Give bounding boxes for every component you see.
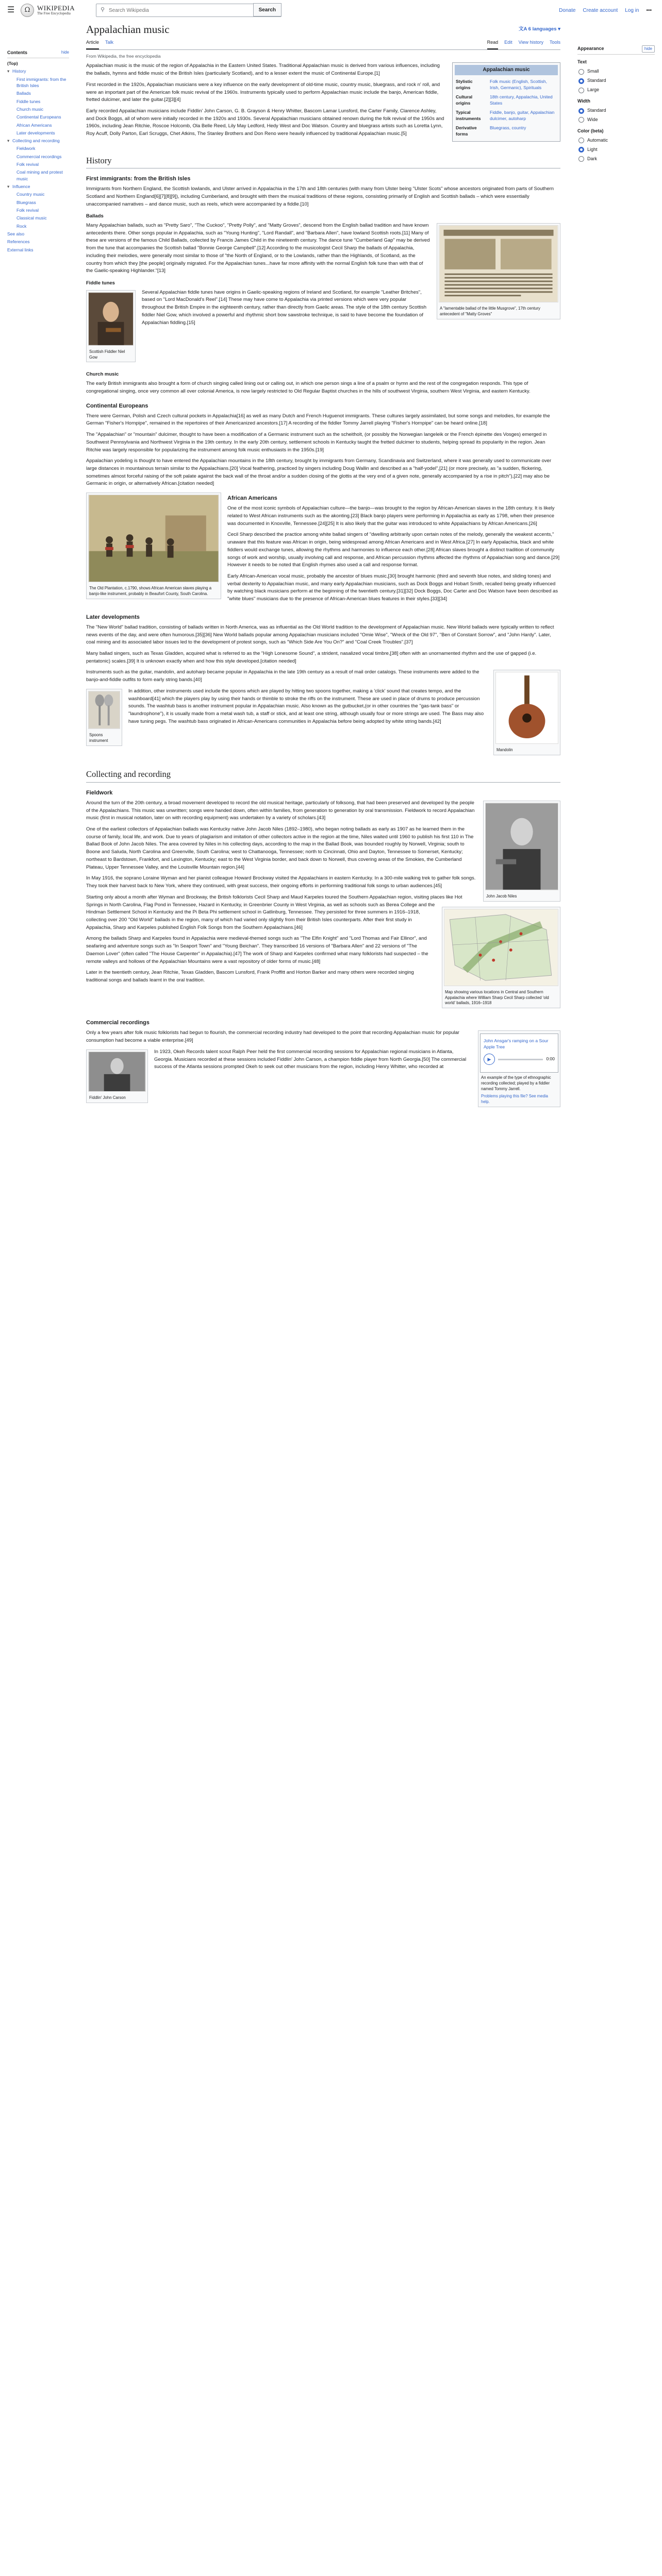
toc-item[interactable]: [7, 138, 69, 144]
more-options-icon[interactable]: •••: [646, 8, 652, 13]
tab-view-history[interactable]: View history: [518, 40, 543, 45]
audio-player: [480, 1033, 558, 1073]
spoons-figure[interactable]: [86, 689, 122, 746]
heading-later-developments: Later developments: [86, 614, 140, 620]
tab-edit[interactable]: Edit: [504, 40, 512, 45]
toc-item[interactable]: [16, 145, 69, 151]
search-input[interactable]: [109, 8, 253, 13]
toc-item[interactable]: [16, 76, 69, 89]
toc-item-label: History: [12, 69, 26, 74]
toc-item[interactable]: [16, 98, 69, 105]
heading-commercial-recordings: Commercial recordings: [86, 1020, 150, 1026]
radio-option[interactable]: [578, 156, 655, 163]
intro-paragraph: Early recorded Appalachian musicians include Fiddlin' John Carson, G. B. Grayson & Henry Whitter, Bascom Lamar Lunsford, the Carter Family, Clarence Ashley, and Dock Boggs, all of whom were initially recorded in the 1920s and 1930s. Several Appalachian musicians obtained renown during the folk revival of the 1950s and 1960s, including Jean Ritchie, Roscoe Holcomb, Ola Belle Reed, Lily May Ledford, Hedy West and Doc Watson. Country and bluegrass artists such as Loretta Lynn, Roy Acuff, Dolly Parton, Earl Scruggs, Chet Atkins, The Stanley Brothers and Don Reno were heavily influenced by traditional Appalachian music.[5]: [86, 108, 444, 137]
toc-item[interactable]: [7, 247, 69, 253]
appearance-panel: [577, 45, 655, 165]
from-wikipedia: From Wikipedia, the free encyclopedia: [86, 54, 161, 59]
toc-item[interactable]: [7, 183, 69, 190]
search-button[interactable]: Search: [253, 3, 282, 16]
infobox-row: Stylistic origins Folk music (English, Scottish, Irish, Germanic), Spirituals: [456, 79, 548, 91]
tab-read[interactable]: Read: [487, 38, 499, 49]
paragraph: Starting only about a month after Wyman and Brockway, the British folklorists Cecil Sharp and Maud Karpeles toured the Southern Appalachian region, visiting places like Hot Springs in North Carolina, Flag Pond in Tennessee, Hazard in Kentucky, in Greenbrier County in West Virginia, as well as schools such as Berea College and the Hindman Settlement School in Kentucky and the Pi Beta Phi settlement school in Gatlinburg, Tennessee. They persisted for three summers in 1916–1918, collecting over 200 "Old World" ballads in the region, many of which had varied only slightly from their British Isles counterparts. After their first study in Appalachia, Sharp and Karpeles published English Folk Songs from the Southern Appalachians.[46]: [86, 894, 462, 930]
niles-photo: [485, 803, 558, 890]
user-links: [559, 7, 652, 15]
tab-talk[interactable]: Talk: [105, 40, 114, 45]
toc-item[interactable]: [16, 114, 69, 120]
toc-list: [7, 60, 69, 253]
paragraph: One of the earliest collectors of Appalachian ballads was Kentucky native John Jacob Niles (1892–1980), who began noting ballads as early as 1907 as he learned them in the course of family, local life, and work. Due to years of plagiarism and imitation of other collectors active in the region at the time, Niles waited until 1960 to publish his first 110 in The Ballad Book of John Jacob Niles. The area covered by Niles in his collecting days, according to the map in the Ballad Book, was bounded roughly by Norwell, Virginia; south to Boone and Saluda, North Carolina and Greenville, South Carolina; west to Chattanooga, Tennessee; north to Cincinnati, Ohio and Dayton, Tennessee to Somerset, Kentucky; northeast to Bardstown, Frankfort, and Lexington, Kentucky; east to the West Virginia border, and back down to Norwell, thus covering areas of the Smokies, the Cumberland Plateau, Upper Tennessee Valley, and the Louisville Mountain region.[44]: [86, 826, 474, 870]
language-button[interactable]: 文A 6 languages ▾: [519, 26, 560, 32]
infobox-row: Derivative forms Bluegrass, country: [456, 125, 526, 137]
play-icon[interactable]: ▶: [484, 1054, 495, 1065]
toc-item-label: Folk revival: [16, 207, 39, 213]
toc-item[interactable]: [7, 68, 69, 74]
toc-item[interactable]: [7, 231, 69, 237]
main-content: [86, 23, 560, 1111]
heading-african-americans: African Americans: [227, 495, 277, 502]
table-of-contents: [7, 49, 69, 255]
heading-continental-europeans: Continental Europeans: [86, 402, 148, 409]
page-tabs: [86, 38, 560, 50]
toc-item[interactable]: [16, 90, 69, 96]
toc-item[interactable]: [16, 199, 69, 206]
radio-label: Standard: [587, 108, 606, 113]
tab-tools[interactable]: Tools: [549, 40, 560, 45]
chevron-down-icon[interactable]: ▾: [7, 138, 10, 144]
paragraph: Immigrants from Northern England, the Scottish lowlands, and Ulster arrived in Appalachia in the 17th and 18th centuries (with many from Ulster being "Ulster Scots" whose ancestors originated from parts of Southern Scotland and Northern England[6][7][8][9]), including Cumberland, and brought with them the musical traditions of these regions, consisting primarily of English and Scottish ballads – which were essentially unaccompanied narratives – and dance music, such as reels, which were accompanied by a fiddle.[10]: [86, 186, 554, 207]
toc-item[interactable]: [16, 106, 69, 112]
radio-option[interactable]: [578, 116, 655, 124]
radio-label: Automatic: [587, 137, 608, 143]
menu-icon[interactable]: ☰: [7, 5, 15, 14]
toc-hide-button[interactable]: hide: [61, 50, 69, 55]
toc-item[interactable]: [16, 154, 69, 160]
toc-item[interactable]: [16, 161, 69, 167]
toc-item[interactable]: [16, 130, 69, 136]
radio-button[interactable]: [578, 117, 584, 123]
toc-item[interactable]: [16, 122, 69, 128]
color-options: [577, 137, 655, 163]
appearance-title: Appearance: [577, 46, 604, 51]
paragraph: Early African-American vocal music, probably the ancestor of blues music,[30] brought harmonic (third and seventh blue notes, and sliding tones) and verbal dexterity to Appalachian music, and many early Appalachian musicians, such as Dock Boggs and Hobart Smith, recalled being greatly influenced by watching black musicians perform at the beginning of the twentieth century.[31][32] Dock Boggs, Doc Carter and Doc Watson have been described as "white blues" musicians due to the presence of African-American blues features in their styles.[33][34]: [227, 573, 558, 602]
infobox-row: Cultural origins 18th century, Appalachia, United States: [456, 94, 553, 106]
infobox-title: Appalachian music: [455, 65, 558, 75]
wordmark: WIKIPEDIA: [37, 4, 75, 12]
toc-item[interactable]: [7, 239, 69, 245]
text-size-label: Text: [577, 59, 587, 65]
paragraph: Only a few years after folk music folklorists had begun to flourish, the commercial recording industry had developed to the point that recording Appalachian music for popular consumption had become a viable enterprise.[49]: [86, 1030, 459, 1044]
media-time: 0:00: [546, 1056, 555, 1062]
radio-button[interactable]: [578, 88, 584, 93]
paragraph: The early British immigrants also brought a form of church singing called lining out or calling out, in which one person sings a line of a psalm or hymn and the rest of the congregation responds. This type of congregational singing, once very common all over colonial America, is now largely restricted to Old Regular Baptist churches in the hills of southwest Virginia, southern West Virginia, and eastern Kentucky.: [86, 381, 531, 394]
toc-item-label: References: [7, 239, 30, 245]
appearance-hide-button[interactable]: hide: [642, 45, 655, 53]
donate-link[interactable]: Donate: [559, 8, 576, 13]
paragraph: Many Appalachian ballads, such as "Pretty Saro", "The Cuckoo", "Pretty Polly", and "Matty Groves", descend from the English ballad tradition and have known antecedents there. Other songs popular in Appalachia, such as "Young Hunting", "Lord Randall", and "Barbara Allen", have lowland Scottish roots.[11] Many of these are versions of the famous Child Ballads, collected by Francis James Child in the nineteenth century. The dance tune "Cumberland Gap" may be derived from the tune that accompanies the Scottish ballad "Bonnie George Campbell".[12] According to the musicologist Cecil Sharp the ballads of Appalachia, including their melodies, were generally most similar to those of "the North of England, or to the Lowlands, rather than the Highlands, of Scotland, as the country from which they [the people] originally migrated. For the Appalachian tunes...have far more affinity with the normal English folk tune than with that of the Gaelic-speaking Highlander."[13]: [86, 223, 430, 274]
toc-item-label: First immigrants: from the British Isles: [16, 76, 67, 88]
page-title: Appalachian music: [86, 23, 170, 36]
radio-label: Small: [587, 69, 599, 74]
media-title[interactable]: John Ansgar's ramping on a Sour Apple Tree: [484, 1038, 549, 1050]
toc-item-label: External links: [7, 247, 34, 252]
paragraph: Among the ballads Sharp and Karpeles found in Appalachia were medieval-themed songs such as "The Elfin Knight" and "Lord Thomas and Fair Ellinor", and seafaring and adventure songs such as "In Seaport Town" and "Young Beichan". They transcribed 16 versions of "Barbara Allen" and 22 versions of "The Daemon Lover" (often called "The House Carpenter" in Appalachia).[47] The work of Sharp and Karpeles confirmed what many folklorists had suspected – the remote valleys and hollows of the Appalachian Mountains were a vast repository of older forms of music.[48]: [86, 936, 428, 964]
tab-article[interactable]: Article: [86, 38, 99, 49]
heading-history: History: [86, 154, 560, 169]
radio-option[interactable]: [578, 107, 655, 114]
toc-item-label: Fieldwork: [16, 146, 36, 151]
niel-gow-portrait: [88, 292, 134, 346]
paragraph: One of the most iconic symbols of Appalachian culture—the banjo—was brought to the region by African-American slaves in the 18th century. It is likely related to West African instruments such as the akonting.[23] Black banjo players were performing in Appalachia as early as 1798, when their presence was documented in Knoxville, Tennessee.[24][25] It is also likely that the guitar was introduced to white Appalachians by African Americans.[26]: [227, 505, 555, 527]
radio-button[interactable]: [578, 78, 584, 84]
paragraph: In addition, other instruments used include the spoons which are played by hitting two spoons together, making a 'click' sound that creates tempo, and the washboard[41] which the players play by using their hands or thimble to stroke the riffs on the instrument. These are used in place of drums to produce percussion sounds. The washtub bass is another instrument popular in Appalachian music. Also known as the gutbucket,(or in other countries the "gas-tank bass" or "laundrophone"), it is usually made from a metal wash tub, a staff or stick, and at least one string, although usually four or more strings are used. The Bass may also have tuning pegs. The washtub bass originated in African-Americans communities in Appalachia before being adopted by white string bands.[42]: [128, 688, 484, 724]
sharp-map-figure[interactable]: [442, 907, 560, 1009]
text-size-options: [577, 68, 655, 94]
toc-item-label: Commercial recordings: [16, 154, 62, 159]
heading-fiddle-tunes: Fiddle tunes: [86, 280, 115, 286]
toc-item[interactable]: [16, 169, 69, 182]
carson-photo: [88, 1052, 146, 1092]
radio-option[interactable]: [578, 87, 655, 94]
heading-fieldwork: Fieldwork: [86, 789, 113, 796]
old-plantation-figure[interactable]: [86, 493, 221, 599]
infobox: [452, 62, 560, 141]
toc-item-label: Country music: [16, 192, 45, 197]
wikipedia-logo[interactable]: [21, 4, 96, 17]
radio-label: Standard: [587, 78, 606, 83]
carson-figure[interactable]: [86, 1049, 148, 1103]
niles-figure[interactable]: [483, 801, 560, 902]
media-player-box: [478, 1030, 560, 1107]
intro-paragraph: First recorded in the 1920s, Appalachian musicians were a key influence on the early development of old-time music, country music, bluegrass, and rock n' roll, and were an important part of the American folk music revival of the 1960s. Instruments typically used to perform Appalachian music include the banjo, American fiddle, fretted dulcimer, and later the guitar.[2][3][4]: [86, 81, 440, 103]
radio-button[interactable]: [578, 69, 584, 75]
toc-item-label: Church music: [16, 106, 43, 112]
toc-title: Contents: [7, 50, 27, 55]
radio-label: Large: [587, 87, 600, 93]
search-icon: ⚲: [100, 7, 105, 13]
toc-item-label: Classical music: [16, 215, 47, 221]
chevron-down-icon[interactable]: ▾: [7, 69, 10, 74]
media-help-link[interactable]: Problems playing this file? See media help.: [481, 1093, 549, 1104]
heading-ballads: Ballads: [86, 213, 104, 219]
paragraph: Many ballad singers, such as Texas Gladden, acquired what is referred to as the "High Lonesome Sound", a strident, nasalized vocal timbre,[38] often with an unornamented rhythm and the use of gapped (i.e. pentatonic) scales.[39] It is unknown exactly when and how this style developed.[citation needed]: [86, 651, 537, 664]
toc-item[interactable]: [16, 207, 69, 213]
heading-collecting: Collecting and recording: [86, 768, 560, 783]
paragraph: Instruments such as the guitar, mandolin, and autoharp became popular in Appalachia in the late 19th century as a result of mail order catalogs. These instruments were added to the banjo-and-fiddle outfits to form early string bands.[40]: [86, 669, 479, 683]
paragraph: In 1923, Okeh Records talent scout Ralph Peer held the first commercial recording sessions for Appalachian regional musicians in Atlanta, Georgia. Musicians recorded at these sessions included Fiddlin' John Carson, a champion fiddle player from North Georgia.[50] The commercial success of the Atlanta sessions prompted Okeh to seek out other musicians from the region, including Henry Whitter, who recorded at: [154, 1048, 467, 1070]
radio-button[interactable]: [578, 156, 584, 162]
radio-label: Wide: [587, 117, 598, 123]
paragraph: Several Appalachian fiddle tunes have origins in Gaelic-speaking regions of Ireland and Scotland, for example "Leather Britches", based on "Lord MacDonald's Reel".[14] These may have come to Appalachia via printed versions which were very popular throughout the British Empire in the eighteenth century, rather than directly from Gaelic areas. The style of the 18th century Scottish fiddler Niel Gow, which involved a powerful and rhythmic short bow sawstroke technique, is said to have become the foundation of Appalachian fiddling.[15]: [142, 289, 426, 326]
tagline: The Free Encyclopedia: [37, 11, 71, 16]
toc-item-label: (Top): [7, 61, 18, 66]
radio-option[interactable]: [578, 68, 655, 75]
radio-option[interactable]: [578, 137, 655, 144]
translate-icon: 文A: [519, 26, 528, 32]
chevron-down-icon[interactable]: ▾: [7, 184, 10, 190]
figure-caption: The Old Plantation, c.1790, shows African American slaves playing a banjo-like instrument, probably in Beaufort County, South Carolina.: [89, 586, 212, 596]
radio-option[interactable]: [578, 77, 655, 84]
toc-item[interactable]: [16, 215, 69, 221]
toc-item-label: Bluegrass: [16, 199, 36, 205]
paragraph: There were German, Polish and Czech cultural pockets in Appalachia[16] as well as many Dutch and French Huguenot immigrants. These cultures largely assimilated, but some songs and melodies, for example the German "Fisher's Hornpipe", remained in the repertoires of their Americanized ancestors.[17] A recording of the fiddler Tommy Jarrell playing "Fisher's Hornpipe" can be heard online.[18]: [86, 413, 550, 427]
radio-button[interactable]: [578, 147, 584, 152]
seek-bar[interactable]: [498, 1059, 543, 1060]
radio-label: Dark: [587, 156, 598, 161]
toc-item-label: African Americans: [16, 122, 52, 128]
mandolin-image: [495, 672, 558, 744]
figure-caption: John Jacob Niles: [486, 893, 517, 899]
figure-caption: Spoons instrument: [89, 732, 108, 743]
toc-item-label: Influence: [12, 184, 30, 190]
media-caption: An example of the type of ethnographic recording collected; played by a fiddler named Tommy Jarrell.: [481, 1075, 551, 1091]
color-label: Color (beta): [577, 128, 604, 133]
toc-item[interactable]: [16, 223, 69, 229]
toc-item-label: Collecting and recording: [12, 138, 60, 144]
old-plantation-painting: [88, 495, 219, 582]
paragraph: Around the turn of the 20th century, a broad movement developed to record the old musical heritage, particularly of folksong, that had been preserved and developed by the people of the Appalachians. This music was unwritten; songs were handed down, often within families, from generation to generation by oral transmission. Fieldwork to record Appalachian music (first in musical notation, later on with recording equipment) was undertaken by a variety of scholars.[43]: [86, 800, 475, 821]
paragraph: In May 1916, the soprano Loraine Wyman and her pianist colleague Howard Brockway visited the Appalachians in eastern Kentucky. In a 300-mile walking trek to gather folk songs. They took their harvest back to New York, where they continued, with great success, their ongoing efforts in performing traditional folk songs to urban audiences.[45]: [86, 875, 476, 889]
toc-item-label: Rock: [16, 223, 27, 229]
appalachia-map: [444, 909, 558, 986]
width-label: Width: [577, 98, 590, 104]
heading-first-immigrants: First immigrants: from the British Isles: [86, 176, 191, 182]
width-options: [577, 107, 655, 124]
paragraph: The "New World" ballad tradition, consisting of ballads written in North America, was as influential as the Old World tradition to the development of Appalachian music. New World ballads were typically written to reflect news events of the day, and were often humorous.[35][36] New World ballads popular among Appalachian musicians included "Omie Wise", "Wreck of the Old 97", "Ben of Constant Sorrow", and "John Hardy". Later, coal mining and its associated labor issues led to the development of protest songs, such as "Which Side Are You On?" and "Coal Creek Troubles".[37]: [86, 624, 554, 646]
paragraph: Cecil Sharp described the practice among white ballad singers of "dwelling arbitrarily upon certain notes of the melody, generally the weakest accents," unaware that this feature was African in origin, being widespread among African Americans and in West Africa.[27] In early Appalachia, black and white fiddlers would exchange tunes, allowing the rhythms and harmonies to influence each other.[28] African slaves brought a distinct tradition of community songs of work and worship, usually involving call and response, and African percussion rhythms affected the rhythms of Appalachian song and dance.[29] However it needs to be noted that English rhymes also used a call and response format.: [227, 532, 560, 568]
paragraph: Later in the twentieth century, Jean Ritchie, Texas Gladden, Bascom Lunsford, Frank Proffitt and Horton Barker and many others were recorded singing traditional songs and ballads learnt in the oral tradition.: [86, 970, 414, 983]
search-box: [96, 4, 282, 17]
figure-caption: Fiddlin' John Carson: [89, 1095, 126, 1100]
mandolin-figure[interactable]: [493, 670, 560, 755]
toc-item-label: Folk revival: [16, 162, 39, 167]
intro-paragraph: Appalachian music is the music of the region of Appalachia in the Eastern United States. Traditional Appalachian music is derived from various influences, including the ballads, hymns and fiddle music of the British Isles (particularly Scotland), and to a lesser extent the music of Continental Europe.[1]: [86, 63, 440, 77]
toc-item-label: See also: [7, 231, 25, 236]
create-account-link[interactable]: Create account: [583, 8, 618, 13]
figure-caption: Map showing various locations in Central and Southern Appalachia where William Sharp Cecil Sharp collected 'old world' ballads, 1916–1918: [445, 989, 549, 1006]
spoons-image: [88, 691, 120, 729]
ballad-figure[interactable]: [437, 223, 560, 319]
site-header: [0, 0, 662, 21]
niel-gow-figure[interactable]: [86, 290, 136, 363]
infobox-row: Typical instruments Fiddle, banjo, guitar, Appalachian dulcimer, autoharp: [456, 109, 555, 121]
radio-option[interactable]: [578, 146, 655, 154]
toc-item-label: Fiddle tunes: [16, 98, 41, 104]
toc-item-label: Ballads: [16, 91, 31, 96]
figure-caption: Mandolin: [496, 748, 513, 753]
radio-label: Light: [587, 146, 598, 152]
toc-item[interactable]: [7, 60, 69, 66]
paragraph: Appalachian yodeling is thought to have entered the Appalachian mountains in the 18th century, brought by immigrants from Germany, Scandinavia and Switzerland, where it was generally used to communicate over large distances in mountainous terrain similar to the Appalachians.[20] Vocal feathering, practiced by singers including Doug Wallin and described as a "half-yodel",[21] (or more precisely, as "a sudden, flickering, sometimes almost forceful raising of the soft palate against the back wall of the throat and/or a sudden closing of the glottis at the very end of a given note, generally accompanied by a rise in pitch"),[22] may also be Germanic in origin, or alternatively African.[citation needed]: [86, 458, 552, 487]
login-link[interactable]: Log in: [625, 8, 639, 13]
toc-item[interactable]: [16, 191, 69, 197]
radio-button[interactable]: [578, 108, 584, 114]
heading-church-music: Church music: [86, 371, 119, 378]
globe-icon: Ω: [21, 4, 34, 17]
toc-item-label: Coal mining and protest music: [16, 170, 63, 181]
ballad-broadside-image: [439, 225, 558, 302]
figure-caption: A "lamentable ballad of the little Musgrove", 17th century antecedent of "Matty Groves": [440, 306, 540, 316]
radio-button[interactable]: [578, 138, 584, 143]
toc-item-label: Continental Europeans: [16, 114, 61, 120]
toc-item-label: Later developments: [16, 130, 55, 135]
paragraph: The "Appalachian" or "mountain" dulcimer, thought to have been a modification of a Germanic instrument such as the scheitholt, (or possibly the Norwegian langeleik or the French épinette des Vosges) emerged in Southwest Pennsylvania and Northwest Virginia in the 19th century. In the early 20th century, settlement schools in Kentucky taught the fretted dulcimer to students, helping spread its popularity in the region. Jean Ritchie was largely responsible for popularizing the instrument among folk music enthusiasts in the 1950s.[19]: [86, 432, 547, 453]
figure-caption: Scottish Fiddler Niel Gow: [89, 349, 125, 360]
